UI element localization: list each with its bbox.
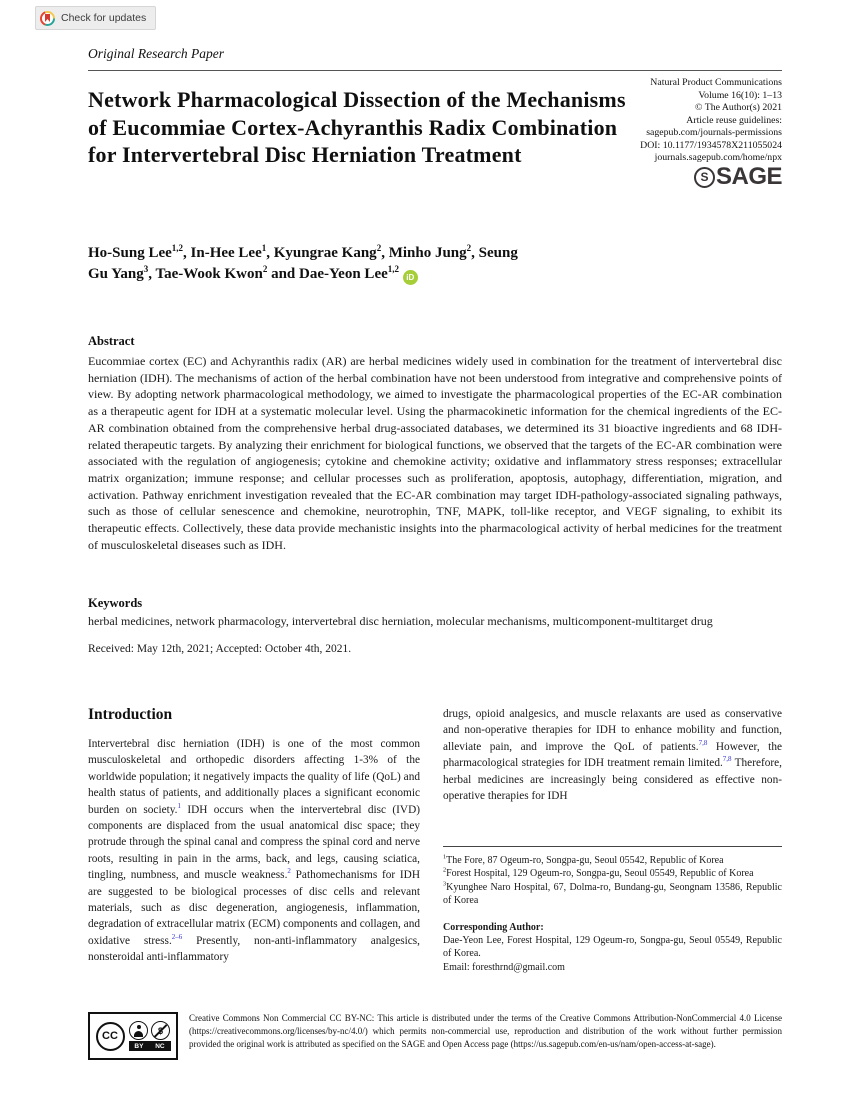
received-accepted-line: Received: May 12th, 2021; Accepted: October 4th, 2021. [88,643,352,655]
masthead-divider [88,70,782,71]
attribution-person-icon [129,1021,148,1040]
corresponding-author-heading: Corresponding Author: [443,921,544,933]
cc-icon: CC [96,1022,125,1051]
sage-wordmark: SAGE [715,163,782,190]
paper-title: Network Pharmacological Dissection of the Mechanisms of Eucommiae Cortex-Achyranthis Radix Combination for Intervertebral Disc Herniation Treatment [88,87,626,167]
journal-name: Natural Product Communications [650,77,782,88]
right-column [443,706,782,804]
superscript-ref: 2 [376,243,382,253]
check-for-updates-button[interactable] [35,6,156,30]
affiliation-2: $^2$Forest Hospital, 129 Ogeum-ro, Songpa-gu, Seoul 05549, Republic of Korea [443,867,754,880]
permissions-link[interactable]: sagepub.com/journals-permissions [646,127,782,138]
article-category-label: Original Research Paper [88,46,224,61]
non-commercial-icon [151,1021,170,1040]
nc-label: NC [155,1042,165,1050]
doi-line: DOI: 10.1177/1934578X211055024 [640,139,782,151]
footnote-divider [443,846,782,847]
superscript-ref: 1,2 [171,243,184,253]
superscript-ref: 1,2 [387,264,400,274]
left-column [88,706,420,966]
keywords-text: herbal medicines, network pharmacology, intervertebral disc herniation, molecular mechanisms, multicomponent-multitarget drug [88,614,713,628]
right-column-paragraph: drugs, opioid analgesics, and muscle relaxants are used as conservative and non-operative therapies for IDH to enhance mobility and function, alleviate pain, and improve the QoL of patients.$^{7,8}$ However, the pharmacological strategies for IDH treatment remain limited.$^{7,8}$ Therefore, herbal medicines are increasingly being considered as effective non-operative therapies for IDH [443,708,782,803]
superscript-ref[interactable]: 7,8 [722,755,732,764]
superscript-ref: 2 [262,264,268,274]
orcid-icon[interactable]: iD [403,270,418,285]
footnote-block [443,846,782,974]
sage-circle-s-icon: S [694,167,715,188]
superscript-ref: 2 [466,243,472,253]
check-for-updates-label: Check for updates [61,12,147,24]
abstract-text: Eucommiae cortex (EC) and Achyranthis radix (AR) are herbal medicines widely used in combination for the treatment of intervertebral disc herniation (IDH). The mechanisms of action of the herbal combination have not been understood from integrative and comprehensive points of view. By adopting network pharmacological methodology, we aimed to investigate the pharmacological properties of the EC-AR combination as a therapeutic agent for IDH at a systematic molecular level. Using the pharmacokinetic information for the chemical ingredients of the EC-AR combination obtained from the comprehensive herbal drug-associated databases, we determined its 31 bioactive ingredients and 68 IDH-related therapeutic targets. By analyzing their enrichment for biological functions, we observed that the targets of the EC-AR combination were associated with the regulation of angiogenesis; cytokine and chemokine activity; oxidative and inflammatory stress responses; extracellular matrix organization; immune response; and cellular processes such as proliferation, apoptosis, autophagy, differentiation, migration, and activation. Pathway enrichment investigation revealed that the EC-AR combination may target IDH-pathology-associated signaling pathways, such as those of cellular senescence and chemokine, neurotrophin, TNF, MAPK, toll-like receptor, and VEGF signaling, to exhibit its therapeutic effects. Collectively, these data provide mechanistic insights into the pharmacological activity of herbal medicines for the treatment of musculoskeletal diseases such as IDH. [88,354,782,552]
cc-by-nc-badge[interactable] [88,1012,178,1060]
authors-line [88,243,533,285]
sage-logo [482,165,782,189]
superscript-ref: 3 [443,880,447,888]
superscript-ref: 1 [261,243,267,253]
crossmark-icon [40,11,55,26]
superscript-ref[interactable]: 7,8 [698,739,708,748]
journal-homepage-link[interactable]: journals.sagepub.com/home/npx [654,152,782,163]
introduction-heading: Introduction [88,706,173,723]
license-text: Creative Commons Non Commercial CC BY-NC: This article is distributed under the terms of the Creative Commons Attribution-NonCommercial 4.0 License (https://creativecommons.org/licenses/by-nc/4.0/) which permits non-commercial use, reproduction and distribution of the work without further permission provided the original work is attributed as specified on the SAGE and Open Access page (https://us.sagepub.com/en-us/nam/open-access-at-sage). [189,1013,782,1049]
copyright-line: © The Author(s) 2021 [695,102,782,113]
superscript-ref: 2 [443,867,447,875]
by-label: BY [134,1042,144,1050]
superscript-ref[interactable]: 1 [177,801,181,810]
corresponding-author-email[interactable]: Email: foresthrnd@gmail.com [443,961,565,973]
superscript-ref[interactable]: 2 [287,867,291,876]
superscript-ref[interactable]: 2–6 [171,933,183,942]
journal-volume: Volume 16(10): 1–13 [698,89,782,101]
authors-text: Ho-Sung Lee$^{1,2}$, In-Hee Lee$^1$, Kyungrae Kang$^2$, Minho Jung$^2$, Seung Gu Yang$^3$, Tae-Wook Kwon$^2$ and Dae-Yeon Lee$^{1,2}$ [88,243,518,282]
corresponding-author-text: Dae-Yeon Lee, Forest Hospital, 129 Ogeum-ro, Songpa-gu, Seoul 05549, Republic of Korea. [443,935,782,960]
bookmark-icon [45,14,50,22]
reuse-guidelines-label: Article reuse guidelines: [686,114,782,126]
keywords-heading: Keywords [88,596,143,610]
superscript-ref: 3 [143,264,149,274]
license-bar [88,1012,782,1060]
introduction-paragraph: Intervertebral disc herniation (IDH) is one of the most common musculoskeletal and orthopedic disorders affecting 1-3% of the worldwide population; it negatively impacts the quality of life (QoL) and health status of patients, and additionally places a significant economic burden on society.$^1$ IDH occurs when the intervertebral disc (IVD) components are displaced from the usual anatomical disc space; they protrude through the spinal canal and compress the spinal cord and nerve roots, resulting in pain in the arms, back, and legs, causing sciatica, tingling, numbness, and muscle weakness.$^2$ Pathomechanisms for IDH are suggested to be biological processes of disc cells and relevant materials, such as disc degeneration, angiogenesis, inflammation, degradation of extracellular matrix (ECM) components and collagen, and oxidative stress.$^{2-6}$ Presently, non-anti-inflammatory analgesics, nonsteroidal anti-inflammatory [88,738,420,964]
superscript-ref: 1 [443,853,447,861]
abstract-heading: Abstract [88,334,135,348]
affiliation-3: $^3$Kyunghee Naro Hospital, 67, Dolma-ro, Bundang-gu, Seongnam 13586, Republic of Korea [443,880,782,907]
affiliation-1: $^1$The Fore, 87 Ogeum-ro, Songpa-gu, Seoul 05542, Republic of Korea [443,853,724,866]
